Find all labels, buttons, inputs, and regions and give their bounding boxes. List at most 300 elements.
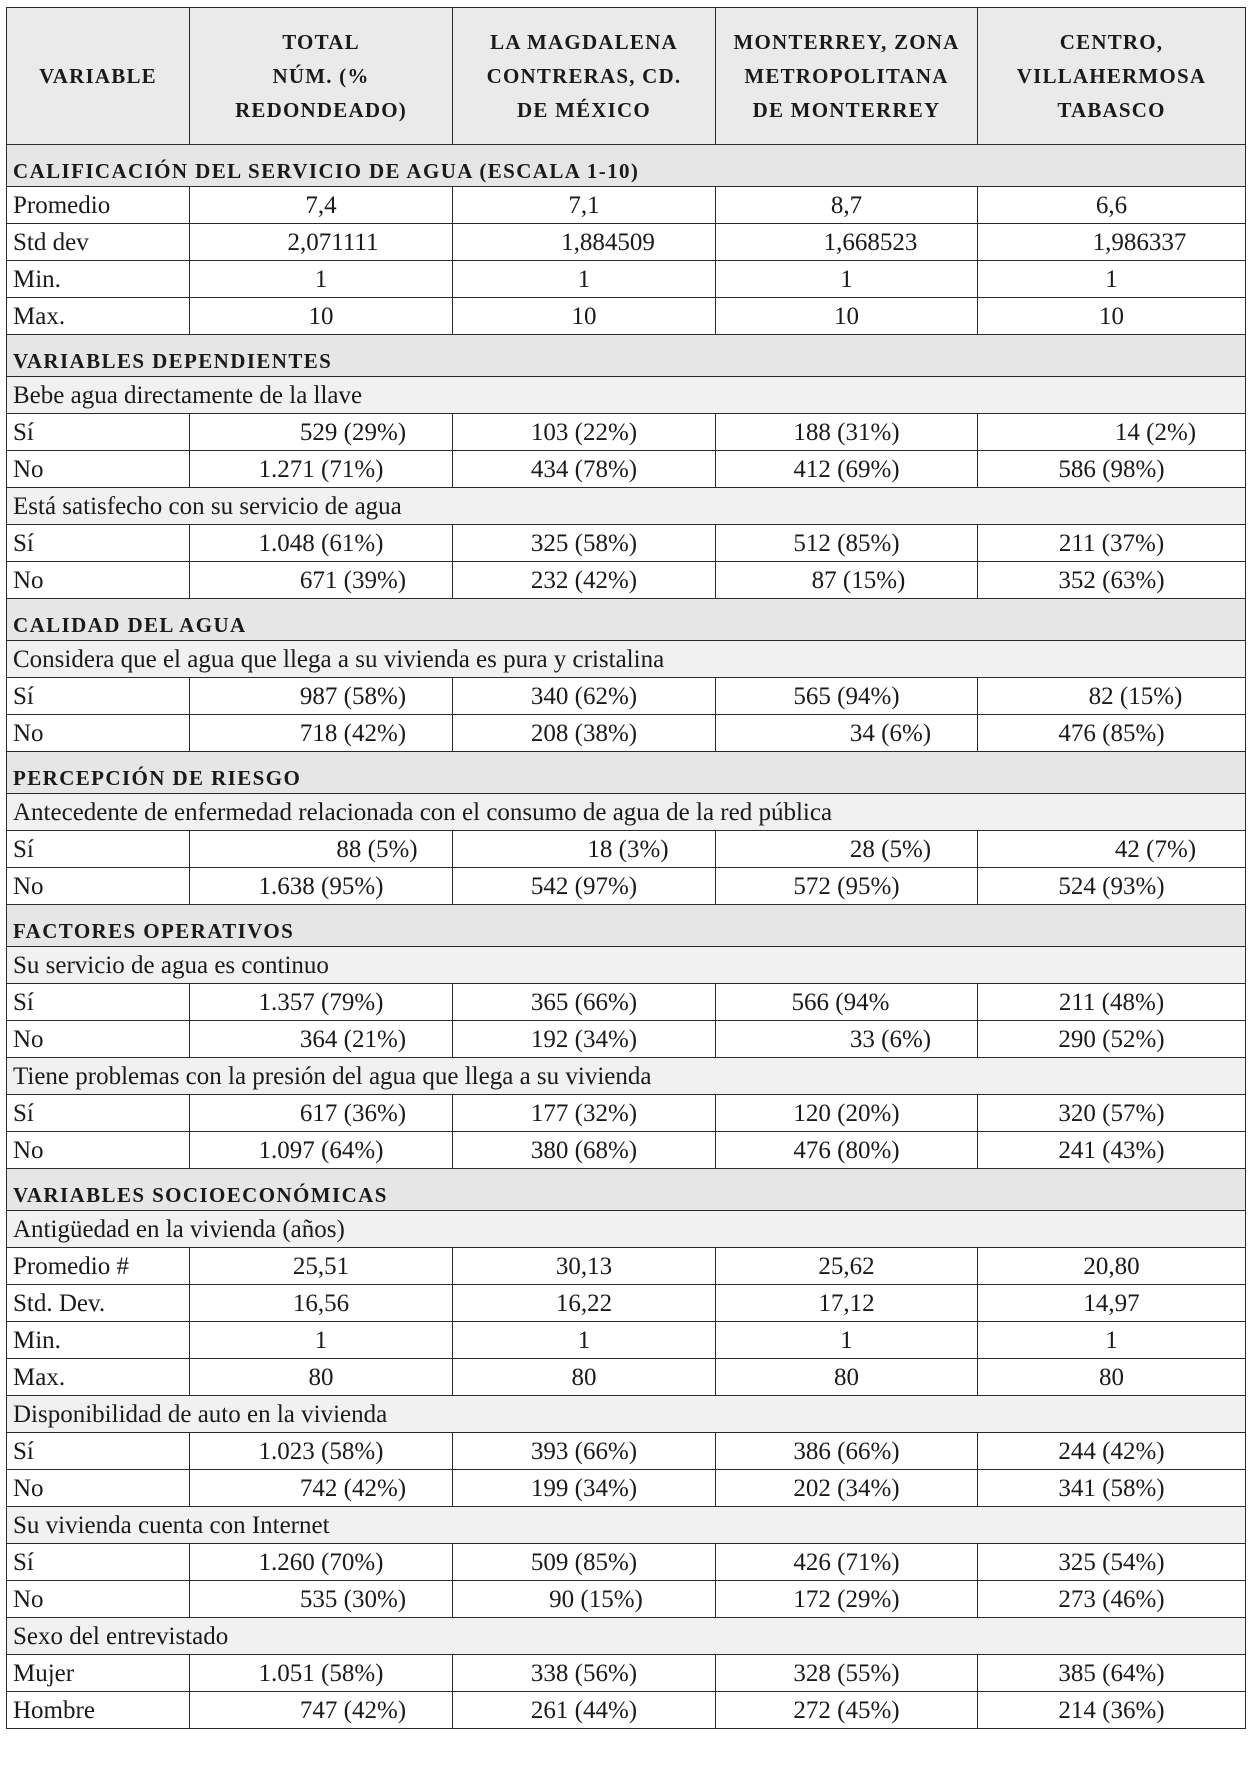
cell-value: 232 (42%) [530, 566, 638, 594]
row-label: No [7, 1581, 190, 1618]
cell-value: 320 (57%) [1058, 1099, 1165, 1127]
cell-villahermosa [978, 451, 1246, 488]
cell-value: 1.051 (58%) [258, 1659, 384, 1687]
table-row [7, 562, 1246, 599]
cell-value: 1 [314, 1326, 328, 1354]
cell-value: 412 (69%) [793, 455, 900, 483]
cell-value: 177 (32%) [530, 1099, 638, 1127]
cell-monterrey [716, 831, 978, 868]
cell-value: 476 (85%) [1058, 719, 1165, 747]
cell-value: 1.271 (71%) [258, 455, 384, 483]
cell-value: 509 (85%) [530, 1548, 638, 1576]
cell-value: 1,986337 [1092, 228, 1187, 256]
cell-value: 1.023 (58%) [258, 1437, 384, 1465]
header-total [190, 8, 453, 145]
cell-value: 1 [840, 1326, 853, 1354]
cell-value: 261 (44%) [530, 1696, 638, 1724]
table-row [7, 1285, 1246, 1322]
cell-villahermosa [978, 1692, 1246, 1729]
section-title: VARIABLES SOCIOECONÓMICAS [7, 1169, 1246, 1211]
cell-value: 476 (80%) [793, 1136, 900, 1164]
subsection-title: Considera que el agua que llega a su vivienda es pura y cristalina [7, 641, 1246, 678]
cell-villahermosa [978, 1655, 1246, 1692]
table-row [7, 414, 1246, 451]
header-total-line-3: REDONDEADO) [235, 98, 407, 122]
cell-value: 338 (56%) [530, 1659, 638, 1687]
cell-value: 16,22 [555, 1289, 613, 1317]
cell-villahermosa [978, 1132, 1246, 1169]
cell-monterrey [716, 298, 978, 335]
cell-villahermosa [978, 1285, 1246, 1322]
cell-value: 172 (29%) [793, 1585, 900, 1613]
section-header-row [7, 905, 1246, 947]
cell-villahermosa [978, 224, 1246, 261]
cell-villahermosa [978, 261, 1246, 298]
cell-value: 20,80 [1083, 1252, 1140, 1280]
subsection-row [7, 1396, 1246, 1433]
cell-magdalena-contreras [453, 1581, 716, 1618]
cell-value: 380 (68%) [530, 1136, 638, 1164]
cell-monterrey [716, 562, 978, 599]
cell-value: 33 (6%) [849, 1025, 932, 1053]
cell-value: 14,97 [1083, 1289, 1140, 1317]
cell-monterrey [716, 1581, 978, 1618]
cell-value: 290 (52%) [1058, 1025, 1165, 1053]
cell-value: 82 (15%) [1088, 682, 1183, 710]
cell-value: 328 (55%) [793, 1659, 900, 1687]
cell-monterrey [716, 1095, 978, 1132]
cell-value: 542 (97%) [530, 872, 638, 900]
cell-value: 586 (98%) [1058, 455, 1165, 483]
cell-magdalena-contreras [453, 298, 716, 335]
section-title: FACTORES OPERATIVOS [7, 905, 1246, 947]
data-table-container [6, 7, 1245, 1729]
subsection-title: Su servicio de agua es continuo [7, 947, 1246, 984]
row-label: Std. Dev. [7, 1285, 190, 1322]
row-label: Sí [7, 525, 190, 562]
cell-value: 1,884509 [561, 228, 655, 256]
cell-villahermosa [978, 1544, 1246, 1581]
cell-villahermosa [978, 715, 1246, 752]
cell-value: 211 (48%) [1058, 988, 1165, 1016]
subsection-row [7, 794, 1246, 831]
row-label: Min. [7, 261, 190, 298]
cell-value: 211 (37%) [1058, 529, 1165, 557]
table-row [7, 187, 1246, 224]
table-row [7, 451, 1246, 488]
cell-value: 14 (2%) [1114, 418, 1197, 446]
cell-total [190, 715, 453, 752]
cell-villahermosa [978, 1581, 1246, 1618]
subsection-title: Antigüedad en la vivienda (años) [7, 1211, 1246, 1248]
cell-value: 10 [571, 302, 597, 330]
cell-value: 103 (22%) [530, 418, 638, 446]
cell-value: 28 (5%) [849, 835, 932, 863]
cell-total [190, 261, 453, 298]
header-total-line-1: TOTAL [282, 30, 360, 54]
row-label: Sí [7, 678, 190, 715]
cell-monterrey [716, 1655, 978, 1692]
header-monterrey-line-3: DE MONTERREY [752, 98, 941, 122]
cell-value: 742 (42%) [299, 1474, 407, 1502]
cell-total [190, 414, 453, 451]
cell-monterrey [716, 525, 978, 562]
cell-total [190, 1655, 453, 1692]
row-label: Promedio # [7, 1248, 190, 1285]
table-row [7, 1544, 1246, 1581]
section-title: CALIDAD DEL AGUA [7, 599, 1246, 641]
table-row [7, 984, 1246, 1021]
cell-monterrey [716, 1692, 978, 1729]
cell-value: 341 (58%) [1058, 1474, 1165, 1502]
cell-magdalena-contreras [453, 984, 716, 1021]
cell-monterrey [716, 1021, 978, 1058]
row-label: No [7, 715, 190, 752]
cell-villahermosa [978, 562, 1246, 599]
cell-value: 6,6 [1095, 191, 1128, 219]
table-row [7, 1132, 1246, 1169]
row-label: No [7, 1021, 190, 1058]
row-label: Sí [7, 1433, 190, 1470]
table-row [7, 715, 1246, 752]
header-monterrey [716, 8, 978, 145]
header-villahermosa-line-3: TABASCO [1057, 98, 1166, 122]
cell-value: 10 [834, 302, 859, 330]
cell-value: 199 (34%) [530, 1474, 638, 1502]
cell-magdalena-contreras [453, 1285, 716, 1322]
cell-monterrey [716, 1359, 978, 1396]
row-label: Sí [7, 831, 190, 868]
row-label: Sí [7, 1544, 190, 1581]
table-row [7, 1581, 1246, 1618]
cell-villahermosa [978, 984, 1246, 1021]
subsection-row [7, 1058, 1246, 1095]
row-label: Hombre [7, 1692, 190, 1729]
header-villahermosa-line-1: CENTRO, [1059, 30, 1164, 54]
cell-value: 1 [314, 265, 328, 293]
row-label: Promedio [7, 187, 190, 224]
cell-magdalena-contreras [453, 831, 716, 868]
cell-value: 80 [308, 1363, 334, 1391]
cell-total [190, 1095, 453, 1132]
row-label: Sí [7, 414, 190, 451]
cell-villahermosa [978, 1021, 1246, 1058]
cell-magdalena-contreras [453, 1359, 716, 1396]
cell-magdalena-contreras [453, 715, 716, 752]
header-row [7, 8, 1246, 145]
cell-value: 7,1 [568, 191, 600, 219]
table-body [7, 145, 1246, 1729]
cell-value: 987 (58%) [299, 682, 407, 710]
cell-value: 1 [577, 1326, 591, 1354]
row-label: Max. [7, 1359, 190, 1396]
subsection-row [7, 377, 1246, 414]
cell-villahermosa [978, 868, 1246, 905]
header-magdalena-line-3: DE MÉXICO [517, 98, 651, 122]
header-villahermosa [978, 8, 1246, 145]
header-total-line-2: NÚM. (% [272, 64, 370, 88]
cell-total [190, 1248, 453, 1285]
cell-value: 572 (95%) [793, 872, 900, 900]
cell-monterrey [716, 1132, 978, 1169]
cell-magdalena-contreras [453, 868, 716, 905]
subsection-row [7, 1618, 1246, 1655]
row-label: Sí [7, 1095, 190, 1132]
header-variable: VARIABLE [7, 8, 190, 145]
cell-value: 1 [840, 265, 853, 293]
cell-villahermosa [978, 187, 1246, 224]
cell-magdalena-contreras [453, 451, 716, 488]
cell-magdalena-contreras [453, 562, 716, 599]
section-header-row [7, 335, 1246, 377]
row-label: Min. [7, 1322, 190, 1359]
cell-total [190, 562, 453, 599]
header-villahermosa-line-2: VILLAHERMOSA [1016, 64, 1207, 88]
cell-magdalena-contreras [453, 1322, 716, 1359]
section-header-row [7, 145, 1246, 187]
cell-monterrey [716, 224, 978, 261]
cell-value: 18 (3%) [587, 835, 669, 863]
cell-value: 386 (66%) [793, 1437, 900, 1465]
cell-value: 10 [308, 302, 334, 330]
table-row [7, 831, 1246, 868]
row-label: No [7, 868, 190, 905]
cell-total [190, 1581, 453, 1618]
cell-monterrey [716, 1470, 978, 1507]
cell-total [190, 831, 453, 868]
section-header-row [7, 599, 1246, 641]
cell-total [190, 1433, 453, 1470]
cell-value: 80 [1099, 1363, 1124, 1391]
table-row [7, 261, 1246, 298]
cell-value: 1.638 (95%) [258, 872, 384, 900]
table-header [7, 8, 1246, 145]
subsection-title: Está satisfecho con su servicio de agua [7, 488, 1246, 525]
header-monterrey-line-2: METROPOLITANA [744, 64, 949, 88]
cell-value: 241 (43%) [1058, 1136, 1165, 1164]
cell-magdalena-contreras [453, 187, 716, 224]
section-header-row [7, 752, 1246, 794]
cell-value: 273 (46%) [1058, 1585, 1165, 1613]
section-title: VARIABLES DEPENDIENTES [7, 335, 1246, 377]
cell-monterrey [716, 1544, 978, 1581]
section-header-row [7, 1169, 1246, 1211]
cell-value: 325 (54%) [1058, 1548, 1165, 1576]
cell-value: 352 (63%) [1058, 566, 1165, 594]
cell-value: 202 (34%) [793, 1474, 900, 1502]
subsection-title: Su vivienda cuenta con Internet [7, 1507, 1246, 1544]
cell-villahermosa [978, 1248, 1246, 1285]
cell-value: 325 (58%) [530, 529, 638, 557]
cell-magdalena-contreras [453, 525, 716, 562]
cell-value: 617 (36%) [299, 1099, 407, 1127]
cell-value: 1.357 (79%) [258, 988, 384, 1016]
cell-magdalena-contreras [453, 1248, 716, 1285]
cell-magdalena-contreras [453, 1470, 716, 1507]
cell-value: 535 (30%) [299, 1585, 407, 1613]
cell-total [190, 451, 453, 488]
cell-value: 30,13 [555, 1252, 613, 1280]
cell-monterrey [716, 1433, 978, 1470]
cell-value: 1 [1105, 1326, 1118, 1354]
section-title: CALIFICACIÓN DEL SERVICIO DE AGUA (ESCALA 1-10) [7, 145, 1246, 187]
cell-magdalena-contreras [453, 261, 716, 298]
cell-value: 1.097 (64%) [258, 1136, 384, 1164]
cell-magdalena-contreras [453, 1433, 716, 1470]
cell-total [190, 1359, 453, 1396]
cell-monterrey [716, 678, 978, 715]
cell-value: 8,7 [830, 191, 863, 219]
cell-value: 16,56 [292, 1289, 350, 1317]
subsection-row [7, 488, 1246, 525]
table-row [7, 1433, 1246, 1470]
cell-magdalena-contreras [453, 1021, 716, 1058]
table-row [7, 1655, 1246, 1692]
cell-value: 214 (36%) [1058, 1696, 1165, 1724]
subsection-row [7, 641, 1246, 678]
cell-value: 120 (20%) [793, 1099, 900, 1127]
row-label: Sí [7, 984, 190, 1021]
cell-total [190, 868, 453, 905]
cell-magdalena-contreras [453, 1692, 716, 1729]
cell-value: 529 (29%) [299, 418, 407, 446]
cell-value: 566 (94% [791, 988, 890, 1016]
cell-monterrey [716, 868, 978, 905]
subsection-title: Antecedente de enfermedad relacionada con el consumo de agua de la red pública [7, 794, 1246, 831]
cell-value: 1,668523 [823, 228, 918, 256]
subsection-title: Sexo del entrevistado [7, 1618, 1246, 1655]
cell-monterrey [716, 1248, 978, 1285]
table-row [7, 1470, 1246, 1507]
table-row [7, 1095, 1246, 1132]
cell-total [190, 1021, 453, 1058]
survey-results-table [6, 7, 1246, 1729]
cell-value: 88 (5%) [336, 835, 418, 863]
cell-total [190, 187, 453, 224]
cell-monterrey [716, 261, 978, 298]
cell-value: 340 (62%) [530, 682, 638, 710]
cell-value: 565 (94%) [793, 682, 900, 710]
cell-value: 385 (64%) [1058, 1659, 1165, 1687]
row-label: No [7, 1470, 190, 1507]
cell-magdalena-contreras [453, 1132, 716, 1169]
cell-villahermosa [978, 1359, 1246, 1396]
row-label: Max. [7, 298, 190, 335]
section-title: PERCEPCIÓN DE RIESGO [7, 752, 1246, 794]
cell-value: 34 (6%) [849, 719, 932, 747]
cell-value: 512 (85%) [793, 529, 900, 557]
table-row [7, 298, 1246, 335]
cell-villahermosa [978, 414, 1246, 451]
cell-villahermosa [978, 678, 1246, 715]
cell-value: 10 [1099, 302, 1124, 330]
cell-value: 365 (66%) [530, 988, 638, 1016]
cell-value: 25,62 [818, 1252, 875, 1280]
cell-villahermosa [978, 1470, 1246, 1507]
cell-value: 208 (38%) [530, 719, 638, 747]
cell-villahermosa [978, 1322, 1246, 1359]
cell-villahermosa [978, 298, 1246, 335]
cell-magdalena-contreras [453, 1544, 716, 1581]
cell-value: 2,071111 [287, 228, 379, 256]
subsection-row [7, 947, 1246, 984]
cell-total [190, 298, 453, 335]
table-row [7, 1248, 1246, 1285]
header-magdalena-contreras [453, 8, 716, 145]
row-label: No [7, 1132, 190, 1169]
cell-total [190, 1544, 453, 1581]
cell-total [190, 678, 453, 715]
cell-value: 1 [577, 265, 591, 293]
cell-value: 90 (15%) [549, 1585, 643, 1613]
cell-total [190, 525, 453, 562]
cell-value: 244 (42%) [1058, 1437, 1165, 1465]
cell-total [190, 1470, 453, 1507]
cell-total [190, 224, 453, 261]
cell-value: 87 (15%) [811, 566, 906, 594]
cell-value: 80 [834, 1363, 859, 1391]
cell-value: 1.260 (70%) [258, 1548, 384, 1576]
cell-value: 80 [571, 1363, 597, 1391]
table-row [7, 224, 1246, 261]
cell-value: 434 (78%) [530, 455, 638, 483]
cell-monterrey [716, 984, 978, 1021]
cell-total [190, 1692, 453, 1729]
row-label: Std dev [7, 224, 190, 261]
subsection-row [7, 1507, 1246, 1544]
cell-total [190, 984, 453, 1021]
cell-monterrey [716, 1285, 978, 1322]
cell-value: 524 (93%) [1058, 872, 1165, 900]
cell-monterrey [716, 1322, 978, 1359]
cell-villahermosa [978, 831, 1246, 868]
cell-value: 364 (21%) [299, 1025, 407, 1053]
cell-villahermosa [978, 1095, 1246, 1132]
cell-value: 25,51 [292, 1252, 350, 1280]
cell-value: 272 (45%) [793, 1696, 900, 1724]
cell-value: 1 [1105, 265, 1118, 293]
cell-value: 7,4 [305, 191, 337, 219]
cell-monterrey [716, 187, 978, 224]
cell-value: 671 (39%) [299, 566, 407, 594]
cell-value: 42 (7%) [1114, 835, 1197, 863]
header-magdalena-line-1: LA MAGDALENA [490, 30, 678, 54]
subsection-title: Disponibilidad de auto en la vivienda [7, 1396, 1246, 1433]
cell-total [190, 1132, 453, 1169]
cell-monterrey [716, 451, 978, 488]
cell-value: 188 (31%) [793, 418, 900, 446]
cell-monterrey [716, 715, 978, 752]
table-row [7, 525, 1246, 562]
table-row [7, 1359, 1246, 1396]
table-row [7, 868, 1246, 905]
header-magdalena-line-2: CONTRERAS, CD. [486, 64, 682, 88]
table-row [7, 1692, 1246, 1729]
subsection-row [7, 1211, 1246, 1248]
cell-total [190, 1322, 453, 1359]
cell-magdalena-contreras [453, 414, 716, 451]
table-row [7, 1322, 1246, 1359]
row-label: No [7, 451, 190, 488]
header-monterrey-line-1: MONTERREY, ZONA [733, 30, 960, 54]
subsection-title: Tiene problemas con la presión del agua que llega a su vivienda [7, 1058, 1246, 1095]
cell-value: 192 (34%) [530, 1025, 638, 1053]
cell-value: 17,12 [818, 1289, 875, 1317]
cell-villahermosa [978, 525, 1246, 562]
cell-value: 718 (42%) [299, 719, 407, 747]
cell-total [190, 1285, 453, 1322]
table-row [7, 678, 1246, 715]
